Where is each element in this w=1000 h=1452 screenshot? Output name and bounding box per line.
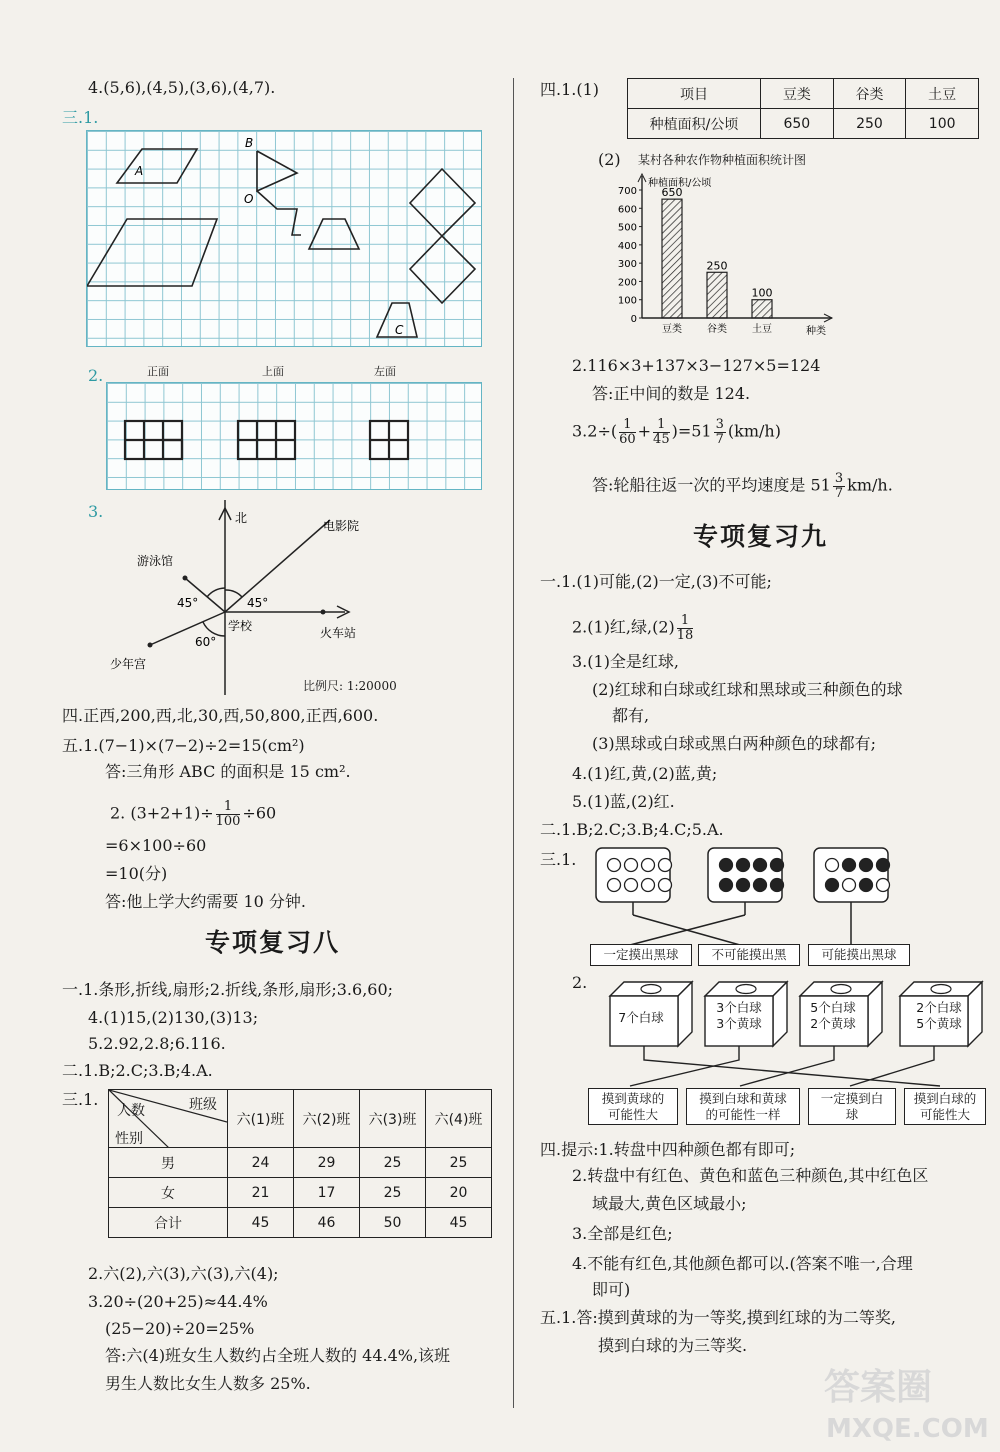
column-header: 六(4)班 <box>426 1090 492 1148</box>
black-ball <box>826 879 839 892</box>
white-ball <box>642 879 655 892</box>
column-divider <box>513 78 514 1408</box>
view-front-label: 正面 <box>147 365 169 378</box>
answer-line: 2. <box>572 973 588 992</box>
y-tick-label: 400 <box>617 240 637 252</box>
answer-line: 三.1. <box>540 850 577 869</box>
answer-line: 2.转盘中有红色、黄色和蓝色三种颜色,其中红色区 <box>572 1166 929 1185</box>
north-label: 北 <box>235 511 248 525</box>
answer-line: =10(分) <box>105 864 168 883</box>
category-label: 谷类 <box>707 324 727 335</box>
box-hole <box>736 985 756 994</box>
section-label: 3. <box>88 502 104 521</box>
connector-line <box>740 1046 834 1086</box>
white-ball <box>625 879 638 892</box>
answer-line: 3.全部是红色; <box>572 1224 673 1243</box>
black-ball <box>720 879 733 892</box>
answer-line: 三.1. <box>62 1090 99 1109</box>
answer-line: (25−20)÷20=25% <box>105 1319 255 1338</box>
crop-table: 项目 豆类 谷类 土豆 种植面积/公顷 650 250 100 <box>627 78 979 139</box>
white-ball <box>659 859 672 872</box>
connector-line <box>630 1046 739 1086</box>
school-label: 学校 <box>228 619 253 633</box>
answer-line: 3.(1)全是红球, <box>572 652 680 671</box>
expr-part: 2. (3+2+1)÷ <box>110 803 214 823</box>
black-ball <box>860 859 873 872</box>
section-title: 专项复习八 <box>205 928 341 957</box>
category-label: 土豆 <box>752 324 772 335</box>
answer-line: 3.20÷(20+25)≈44.4% <box>88 1292 268 1311</box>
box-hole <box>641 985 661 994</box>
answer-line: 答:他上学大约需要 10 分钟. <box>105 892 307 911</box>
grid-figure-2 <box>106 382 482 490</box>
box-hole <box>831 985 851 994</box>
bar <box>662 199 682 318</box>
answer-line: 3.2÷( $\frac{1}{60}$ + $\frac{1}{45}$ )=51 $\frac{3}{7}$ (km/h) <box>572 417 781 447</box>
view-top-label: 上面 <box>262 365 284 378</box>
white-ball <box>625 859 638 872</box>
answer-line: 都有, <box>612 706 650 725</box>
box-result: 摸到黄球的 可能性大 <box>588 1088 678 1125</box>
bar-value-label: 650 <box>661 186 683 200</box>
bar-chart <box>612 170 842 350</box>
table-corner: 班级 人数 性别 <box>109 1090 228 1148</box>
map-scale: 比例尺: 1:20000 <box>303 679 397 693</box>
y-tick-label: 700 <box>617 186 637 197</box>
answer-line: 五.1.(7−1)×(7−2)÷2=15(cm²) <box>62 736 305 755</box>
label-c: C <box>395 323 404 337</box>
answer-line: 4.不能有红色,其他颜色都可以.(答案不唯一,合理 <box>572 1254 913 1273</box>
answer-line: 域最大,黄色区域最小; <box>592 1194 747 1213</box>
table-row: 种植面积/公顷 650 250 100 <box>628 109 979 139</box>
white-ball <box>877 879 890 892</box>
y-tick-label: 300 <box>617 259 637 271</box>
chart-title: 某村各种农作物种植面积统计图 <box>638 153 807 167</box>
answer-line: 男生人数比女生人数多 25%. <box>105 1374 311 1393</box>
column-header: 豆类 <box>761 79 834 109</box>
table-row: 合计 45 46 50 45 <box>109 1208 492 1238</box>
class-table <box>108 1089 492 1238</box>
category-label: 豆类 <box>662 324 682 335</box>
answer-line: 答:正中间的数是 124. <box>592 384 751 403</box>
box-result: 摸到白球的 可能性大 <box>904 1088 986 1125</box>
geometry-shapes <box>87 131 481 346</box>
column-header: 六(1)班 <box>228 1090 294 1148</box>
bar-value-label: 100 <box>751 286 773 300</box>
answer-line: 答:三角形 ABC 的面积是 15 cm². <box>105 762 351 781</box>
answer-line: 五.1.答:摸到黄球的为一等奖,摸到红球的为二等奖, <box>540 1308 896 1327</box>
bar-value-label: 250 <box>706 259 728 273</box>
answer-line <box>110 800 276 828</box>
answer-line: (2)红球和白球或红球和黑球或三种颜色的球 <box>592 680 903 699</box>
white-ball <box>608 859 621 872</box>
bar <box>752 300 772 318</box>
angle-label: 45° <box>247 596 269 610</box>
answer-line: 一.1.(1)可能,(2)一定,(3)不可能; <box>540 572 772 591</box>
column-header: 六(3)班 <box>360 1090 426 1148</box>
answer-line: 二.1.B;2.C;3.B;4.A. <box>62 1061 213 1080</box>
fraction: $\frac{1}{100}$ <box>215 799 241 829</box>
black-ball <box>737 879 750 892</box>
station-label: 火车站 <box>320 626 357 640</box>
answer-line: (3)黑球或白球或黑白两种颜色的球都有; <box>592 734 877 753</box>
answer-line: 4.(1)15,(2)130,(3)13; <box>88 1008 259 1027</box>
x-axis-label: 种类 <box>806 326 826 337</box>
answer-line: 2.(1)红,绿,(2) $\frac{1}{18}$ <box>572 613 694 643</box>
box-content: 7个白球 <box>618 1010 664 1025</box>
box-content: 2个白球 5个黄球 <box>916 1000 962 1031</box>
answer-line: 4.(1)红,黄,(2)蓝,黄; <box>572 764 718 783</box>
angle-label: 60° <box>195 635 217 649</box>
box-content: 5个白球 2个黄球 <box>810 1000 856 1031</box>
y-tick-label: 0 <box>630 314 637 325</box>
black-ball <box>877 859 890 872</box>
youth-palace-label: 少年宫 <box>110 657 147 671</box>
watermark-domain: MXQE.COM <box>826 1414 989 1444</box>
bar <box>707 272 727 318</box>
answer-line: 摸到白球的为三等奖. <box>598 1336 748 1355</box>
y-tick-label: 200 <box>617 277 637 289</box>
column-header: 六(2)班 <box>294 1090 360 1148</box>
box-content: 3个白球 3个黄球 <box>716 1000 762 1031</box>
view-left-label: 左面 <box>374 365 396 378</box>
black-ball <box>754 879 767 892</box>
answer-line: 即可) <box>592 1280 631 1299</box>
black-ball <box>737 859 750 872</box>
label-b: B <box>245 136 254 150</box>
three-views <box>107 383 481 489</box>
watermark-logo: 答案圈 <box>824 1367 933 1408</box>
answer-line: (2) <box>598 150 621 169</box>
white-ball <box>826 859 839 872</box>
y-tick-label: 600 <box>617 204 637 216</box>
answer-line: 5.2.92,2.8;6.116. <box>88 1034 226 1053</box>
table-row: 女 21 17 25 20 <box>109 1178 492 1208</box>
answer-line: 2.六(2),六(3),六(3),六(4); <box>88 1264 279 1283</box>
expr-part: ÷60 <box>242 803 277 823</box>
cinema-label: 电影院 <box>323 519 360 533</box>
white-ball <box>659 879 672 892</box>
bag-result: 一定摸出黑球 <box>590 944 692 966</box>
section-title: 专项复习九 <box>693 522 829 551</box>
black-ball <box>720 859 733 872</box>
y-axis-label: 种植面积/公顷 <box>648 178 712 189</box>
bag-result: 不可能摸出黑 <box>698 944 800 966</box>
box-result: 一定摸到白 球 <box>808 1088 896 1125</box>
answer-line: 四.提示:1.转盘中四种颜色都有即可; <box>540 1140 796 1159</box>
y-tick-label: 100 <box>617 295 637 307</box>
bag-result: 可能摸出黑球 <box>808 944 910 966</box>
box-result: 摸到白球和黄球 的可能性一样 <box>686 1088 800 1125</box>
answer-line: 四.1.(1) <box>540 80 600 99</box>
column-header: 土豆 <box>906 79 979 109</box>
white-ball <box>608 879 621 892</box>
white-ball <box>843 879 856 892</box>
direction-map <box>95 500 395 700</box>
connector-line <box>850 1046 934 1086</box>
black-ball <box>860 879 873 892</box>
connector-line <box>644 1046 940 1086</box>
black-ball <box>754 859 767 872</box>
answer-line: =6×100÷60 <box>105 836 207 855</box>
y-tick-label: 500 <box>617 222 637 234</box>
label-o: O <box>244 192 254 206</box>
pool-label: 游泳馆 <box>137 554 174 568</box>
black-ball <box>843 859 856 872</box>
answer-line: 一.1.条形,折线,扇形;2.折线,条形,扇形;3.6,60; <box>62 980 394 999</box>
angle-label: 45° <box>177 596 199 610</box>
box-hole <box>931 985 951 994</box>
answer-line: 二.1.B;2.C;3.B;4.C;5.A. <box>540 820 724 839</box>
white-ball <box>642 859 655 872</box>
answer-line: 2.116×3+137×3−127×5=124 <box>572 356 821 375</box>
answer-line: 答:轮船往返一次的平均速度是 51 $\frac{3}{7}$ km/h. <box>592 471 893 501</box>
answer-line: 4.(5,6),(4,5),(3,6),(4,7). <box>88 78 276 97</box>
column-header: 谷类 <box>833 79 906 109</box>
answer-line: 5.(1)蓝,(2)红. <box>572 792 675 811</box>
black-ball <box>771 879 784 892</box>
answer-line: 四.正西,200,西,北,30,西,50,800,正西,600. <box>62 706 379 725</box>
grid-figure-1 <box>86 130 482 347</box>
black-ball <box>771 859 784 872</box>
section-label: 2. <box>88 366 104 385</box>
table-row: 男 24 29 25 25 <box>109 1148 492 1178</box>
answer-line: 答:六(4)班女生人数约占全班人数的 44.4%,该班 <box>105 1346 451 1365</box>
label-a: A <box>135 164 144 178</box>
section-label: 三.1. <box>62 108 99 127</box>
